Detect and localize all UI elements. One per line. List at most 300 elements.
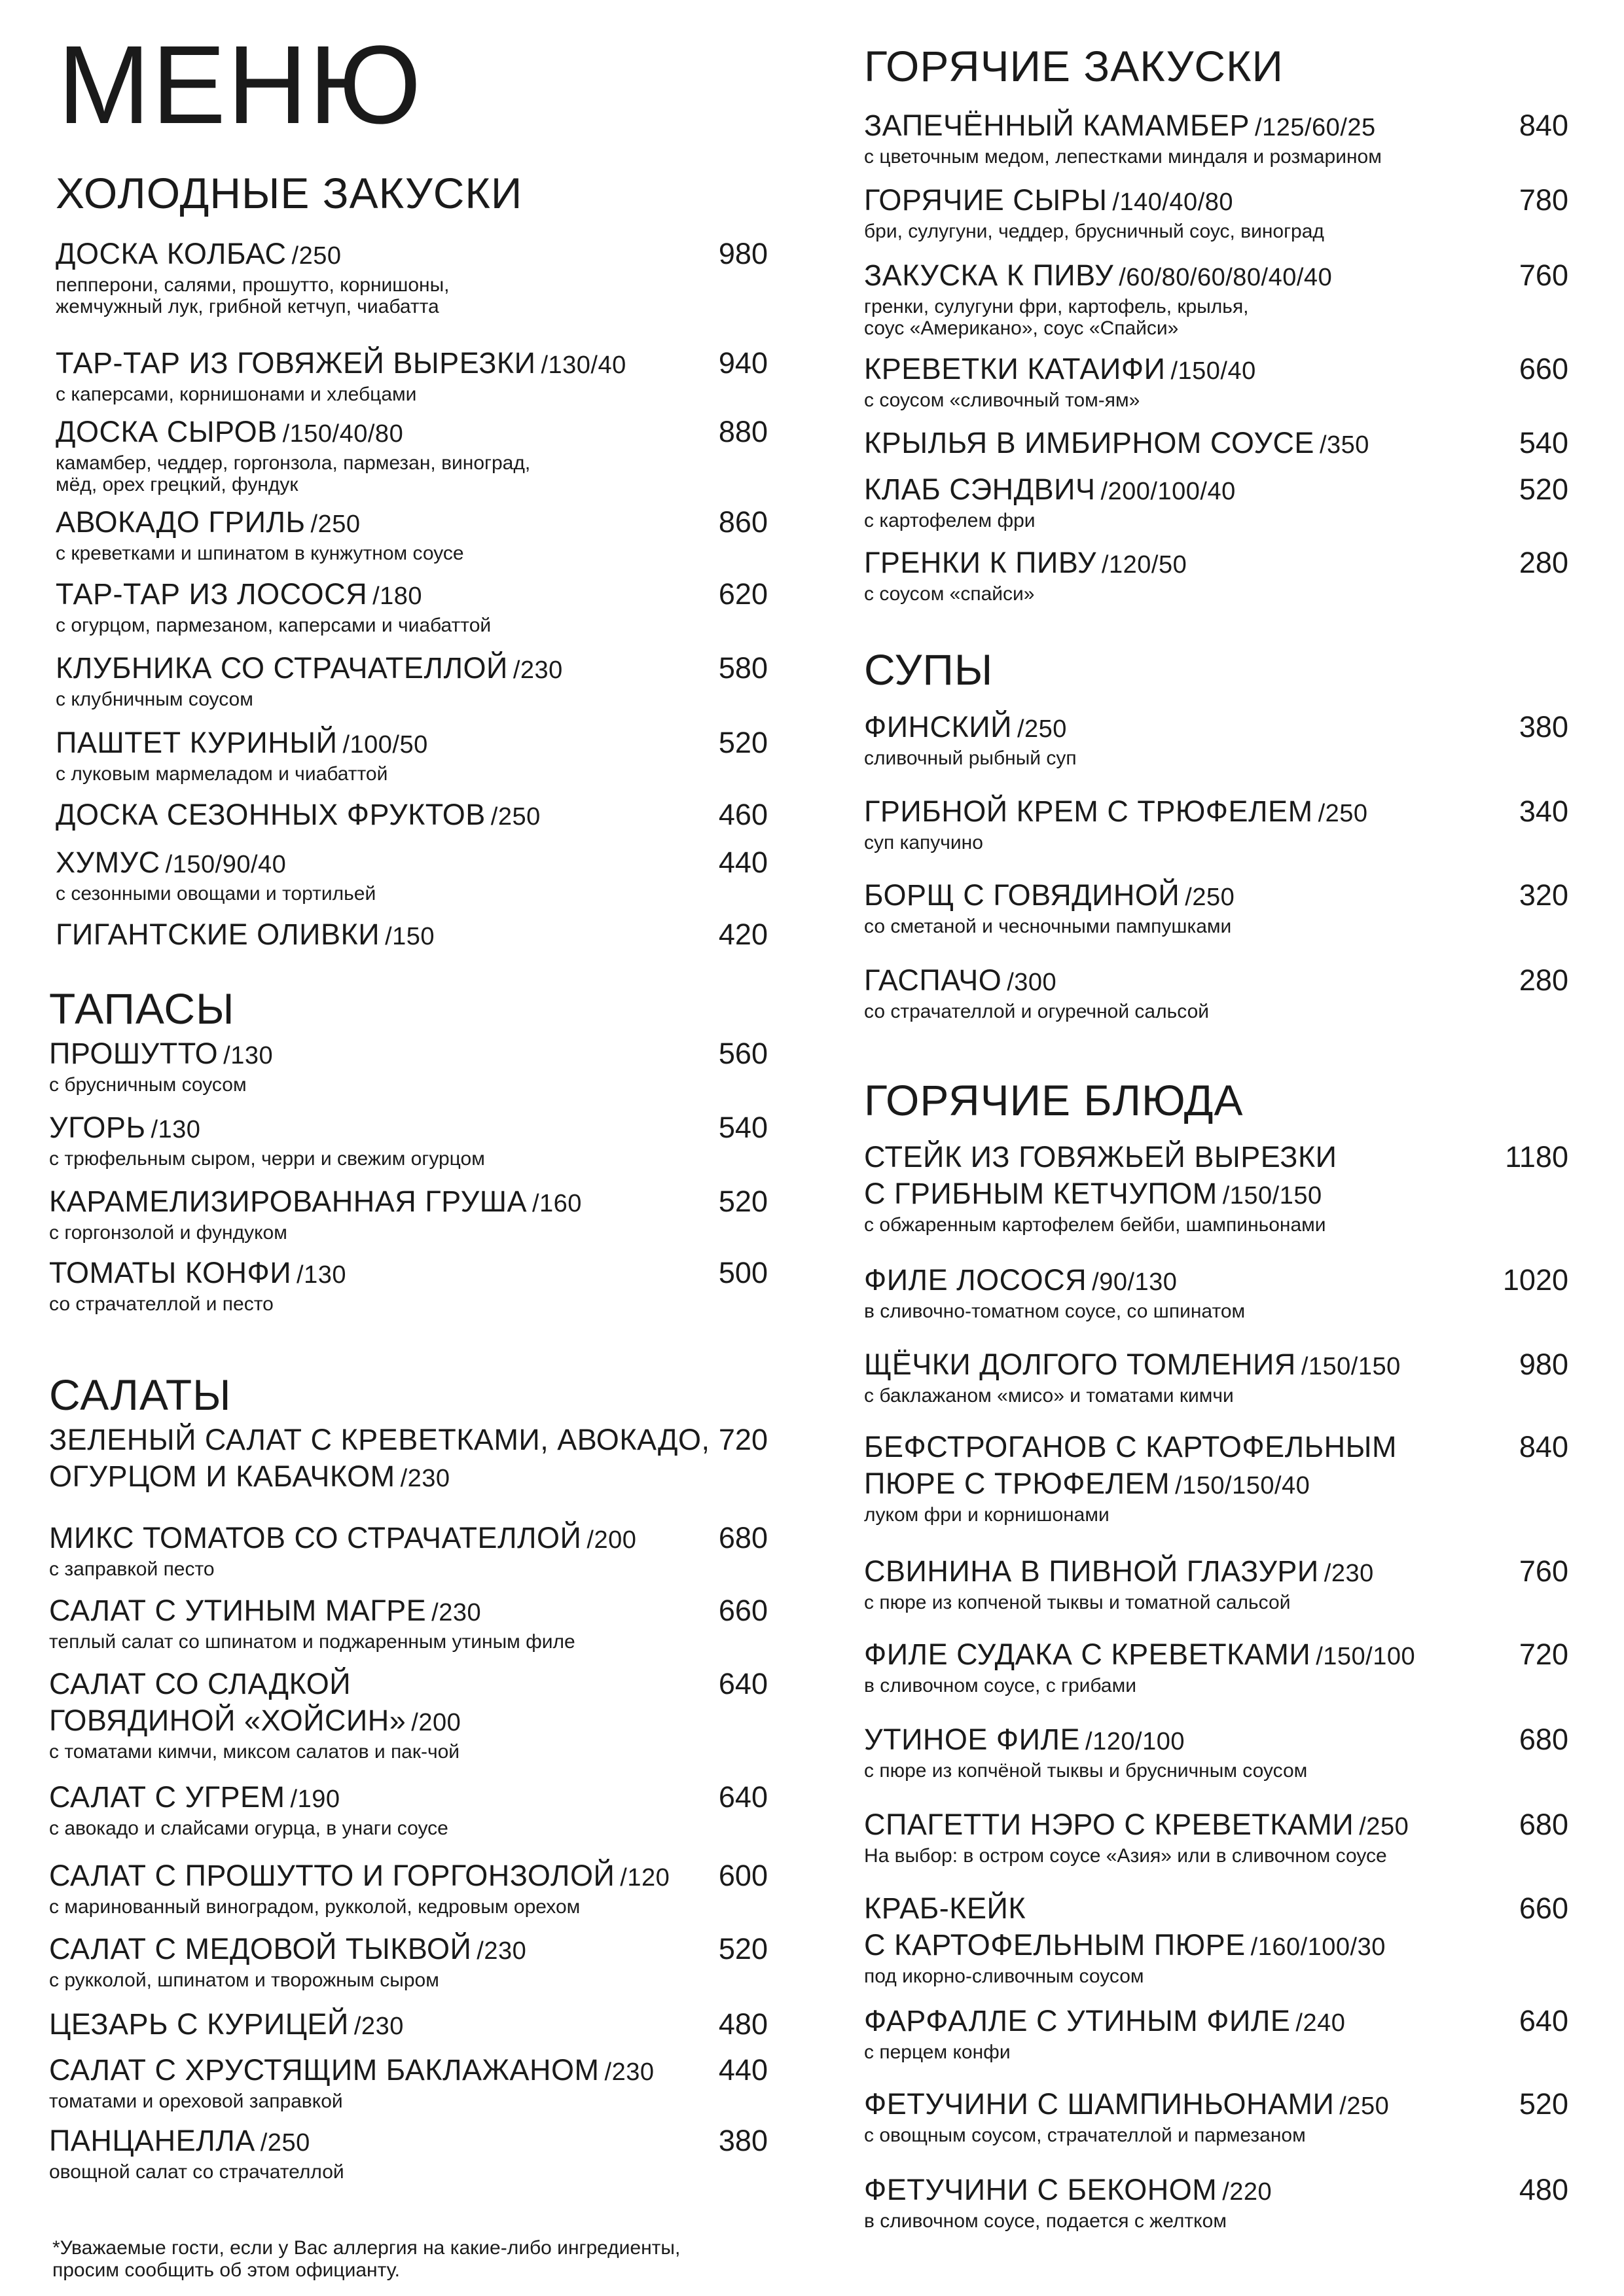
item-weight: /230 [477, 1937, 527, 1965]
item-description: с сезонными овощами и тортильей [56, 883, 376, 905]
item-description: в сливочно-томатном соусе, со шпинатом [864, 1300, 1246, 1322]
item-description: со сметаной и чесночными пампушками [864, 916, 1232, 937]
item-weight: /130 [297, 1261, 347, 1289]
item-weight: /250 [1339, 2092, 1390, 2120]
section-title-tapas: ТАПАСЫ [49, 984, 235, 1033]
item-name-text: КЛУБНИКА СО СТРАЧАТЕЛЛОЙ [56, 651, 508, 685]
item-name-text: ГОРЯЧИЕ СЫРЫ [864, 183, 1108, 217]
item-name-text: СТЕЙК ИЗ ГОВЯЖЬЕЙ ВЫРЕЗКИ [864, 1140, 1337, 1174]
menu-item [864, 962, 1209, 1022]
item-name [56, 844, 376, 883]
item-name [864, 1806, 1409, 1845]
menu-item [49, 1931, 526, 1991]
item-name-text: САЛАТ СО СЛАДКОЙ [49, 1667, 352, 1700]
item-price: 940 [718, 346, 768, 380]
menu-item [56, 650, 563, 710]
item-name [49, 1702, 461, 1741]
menu-item [864, 793, 1368, 853]
menu-item [56, 844, 376, 905]
item-description: теплый салат со шпинатом и поджаренным утиным филе [49, 1631, 575, 1653]
item-description: луком фри и корнишонами [864, 1504, 1110, 1526]
item-name-text: ТАР-ТАР ИЗ ЛОСОСЯ [56, 577, 368, 611]
item-description: с пюре из копчёной тыквы и брусничным соусом [864, 1760, 1308, 1782]
menu-item [49, 1520, 636, 1580]
menu-item [864, 877, 1235, 937]
menu-item [56, 504, 464, 564]
item-name [56, 725, 428, 763]
item-name-text: СВИНИНА В ПИВНОЙ ГЛАЗУРИ [864, 1554, 1319, 1588]
menu-item [864, 2086, 1389, 2146]
item-weight: /150/90/40 [165, 851, 287, 878]
item-name-text: БОРЩ С ГОВЯДИНОЙ [864, 878, 1180, 912]
menu-item [56, 414, 530, 495]
menu-item [864, 1262, 1245, 1322]
item-price: 340 [1519, 795, 1568, 828]
item-name [49, 1779, 448, 1818]
item-description: с баклажаном «мисо» и томатами кимчи [864, 1385, 1234, 1407]
menu-item [864, 1553, 1374, 1613]
item-description: мёд, орех грецкий, фундук [56, 474, 298, 495]
menu-item [56, 797, 541, 835]
item-name [864, 709, 1077, 747]
item-name-text: ФИНСКИЙ [864, 710, 1012, 744]
item-name-text: САЛАТ С УТИНЫМ МАГРЕ [49, 1594, 427, 1627]
item-weight: /230 [1324, 1560, 1374, 1587]
menu-item [56, 576, 491, 636]
item-weight: /250 [1185, 884, 1235, 911]
item-name [864, 351, 1256, 389]
item-weight: /125/60/25 [1255, 114, 1376, 141]
item-weight: /130/40 [541, 351, 626, 379]
item-price: 500 [718, 1256, 768, 1289]
item-name [864, 793, 1368, 832]
item-description: с соусом «сливочный том-ям» [864, 389, 1140, 411]
item-price: 980 [1519, 1348, 1568, 1381]
menu-item [49, 1183, 582, 1244]
item-weight: /130 [151, 1116, 201, 1143]
item-description: с брусничным соусом [49, 1074, 247, 1096]
item-name [864, 962, 1209, 1001]
item-name-text: ТАР-ТАР ИЗ ГОВЯЖЕЙ ВЫРЕЗКИ [56, 346, 536, 380]
item-weight: /120 [620, 1864, 670, 1892]
item-name [56, 236, 450, 274]
item-description: с клубничным соусом [56, 689, 253, 710]
menu-item [56, 916, 435, 955]
item-weight: /230 [400, 1465, 450, 1492]
item-price: 640 [718, 1780, 768, 1814]
item-name-text: ТОМАТЫ КОНФИ [49, 1256, 292, 1289]
item-name-text: ФАРФАЛЛЕ С УТИНЫМ ФИЛЕ [864, 2004, 1291, 2037]
footnote-line: просим сообщить об этом официанту. [52, 2259, 400, 2281]
item-weight: /230 [513, 656, 563, 684]
item-name [864, 545, 1187, 583]
item-name [49, 1183, 582, 1222]
item-price: 680 [1519, 1723, 1568, 1756]
item-description: со страчателлой и огуречной сальсой [864, 1001, 1210, 1022]
item-weight: /180 [372, 583, 423, 610]
item-price: 1180 [1505, 1140, 1568, 1174]
item-description: в сливочном соусе, подается с желтком [864, 2210, 1227, 2232]
item-price: 560 [718, 1037, 768, 1070]
item-name [49, 1592, 575, 1631]
item-name-text: УГОРЬ [49, 1111, 146, 1144]
item-price: 480 [1519, 2173, 1568, 2206]
item-weight: /90/130 [1092, 1268, 1178, 1296]
item-weight: /100/50 [342, 731, 428, 759]
item-name-text: АВОКАДО ГРИЛЬ [56, 505, 306, 539]
item-weight: /150/150 [1301, 1353, 1401, 1380]
menu-title: МЕНЮ [58, 23, 423, 147]
item-name [864, 1890, 1386, 1927]
item-name [49, 2123, 344, 2161]
item-description: под икорно-сливочным соусом [864, 1965, 1144, 1987]
item-name [49, 1931, 526, 1969]
item-name-text: ФЕТУЧИНИ С БЕКОНОМ [864, 2173, 1218, 2206]
item-name [864, 1346, 1401, 1385]
item-description: бри, сулугуни, чеддер, брусничный соус, виноград [864, 221, 1324, 242]
item-name [864, 2003, 1345, 2041]
item-name [864, 1553, 1374, 1592]
item-name [864, 2172, 1272, 2210]
item-weight: /220 [1222, 2178, 1272, 2206]
footnote-line: *Уважаемые гости, если у Вас аллергия на какие-либо ингредиенты, [52, 2237, 681, 2259]
item-weight: /250 [260, 2129, 310, 2157]
item-price: 840 [1519, 109, 1568, 142]
item-price: 980 [718, 237, 768, 270]
item-description: с луковым мармеладом и чиабаттой [56, 763, 388, 785]
menu-item [864, 182, 1324, 242]
item-name [56, 345, 626, 384]
item-price: 520 [718, 1932, 768, 1965]
item-weight: /120/100 [1085, 1728, 1185, 1755]
item-price: 840 [1519, 1430, 1568, 1463]
item-price: 660 [718, 1594, 768, 1627]
item-price: 460 [718, 798, 768, 831]
menu-item [56, 236, 450, 317]
item-name [49, 1109, 485, 1148]
item-name-text: КАРАМЕЛИЗИРОВАННАЯ ГРУША [49, 1185, 527, 1218]
menu-item [49, 1035, 273, 1096]
item-name [864, 1465, 1397, 1504]
item-price: 600 [718, 1859, 768, 1892]
item-description: с горгонзолой и фундуком [49, 1222, 287, 1244]
item-name-text: САЛАТ С УГРЕМ [49, 1780, 285, 1814]
item-name-text: КРАБ-КЕЙК [864, 1892, 1026, 1925]
item-description: со страчателлой и песто [49, 1293, 274, 1315]
item-price: 640 [718, 1667, 768, 1700]
item-name [49, 1666, 461, 1702]
item-name [864, 1721, 1307, 1760]
item-weight: /200 [411, 1709, 461, 1736]
menu-item [864, 257, 1332, 339]
menu-item [49, 1666, 461, 1763]
item-name-text: САЛАТ С МЕДОВОЙ ТЫКВОЙ [49, 1932, 472, 1965]
item-name-text: ГРИБНОЙ КРЕМ С ТРЮФЕЛЕМ [864, 795, 1313, 828]
item-price: 860 [718, 505, 768, 539]
item-name-text: ДОСКА КОЛБАС [56, 237, 287, 270]
item-name-text: ДОСКА СЫРОВ [56, 415, 278, 448]
item-description: с обжаренным картофелем бейби, шампиньонами [864, 1214, 1326, 1236]
item-name-text: ЩЁЧКИ ДОЛГОГО ТОМЛЕНИЯ [864, 1348, 1296, 1381]
item-description: с креветками и шпинатом в кунжутном соусе [56, 543, 464, 564]
menu-item [864, 107, 1382, 168]
menu-item [864, 1806, 1409, 1867]
item-price: 520 [1519, 2087, 1568, 2121]
section-title-salads: САЛАТЫ [49, 1371, 232, 1419]
item-name [864, 471, 1236, 510]
item-weight: /250 [310, 511, 361, 538]
item-name-text: ПРОШУТТО [49, 1037, 219, 1070]
menu-item [864, 1721, 1307, 1782]
menu-item [864, 1636, 1415, 1696]
item-weight: /300 [1007, 969, 1057, 996]
item-weight: /250 [1359, 1813, 1409, 1840]
menu-item [864, 1346, 1401, 1407]
menu-item [49, 1779, 448, 1839]
item-weight: /250 [291, 242, 342, 270]
menu-item [864, 425, 1369, 463]
item-weight: /150/100 [1316, 1643, 1416, 1670]
item-name [56, 504, 464, 543]
section-title-hot-starters: ГОРЯЧИЕ ЗАКУСКИ [864, 42, 1284, 90]
item-name-text: С ГРИБНЫМ КЕТЧУПОМ [864, 1177, 1218, 1210]
item-name [864, 1175, 1337, 1214]
item-description: с заправкой песто [49, 1558, 215, 1580]
item-name-text: БЕФСТРОГАНОВ С КАРТОФЕЛЬНЫМ [864, 1430, 1397, 1463]
item-name [864, 257, 1332, 296]
menu-item [864, 1429, 1397, 1526]
item-name-text: ЗАПЕЧЁННЫЙ КАМАМБЕР [864, 109, 1250, 142]
item-name-text: ЗЕЛЕНЫЙ САЛАТ С КРЕВЕТКАМИ, АВОКАДО, [49, 1423, 710, 1456]
item-price: 480 [718, 2007, 768, 2041]
item-name-text: УТИНОЕ ФИЛЕ [864, 1723, 1081, 1756]
item-name-text: ПАШТЕТ КУРИНЫЙ [56, 726, 338, 759]
item-price: 520 [1519, 473, 1568, 506]
item-weight: /160/100/30 [1250, 1933, 1386, 1961]
item-price: 520 [718, 1185, 768, 1218]
item-weight: /240 [1295, 2009, 1346, 2037]
item-name [49, 1458, 710, 1497]
section-title-cold: ХОЛОДНЫЕ ЗАКУСКИ [56, 169, 523, 217]
item-name-text: КРЕВЕТКИ КАТАИФИ [864, 352, 1166, 386]
item-description: суп капучино [864, 832, 983, 853]
item-name [56, 797, 541, 835]
menu-item [864, 2172, 1272, 2232]
item-price: 380 [1519, 710, 1568, 744]
item-name-text: МИКС ТОМАТОВ СО СТРАЧАТЕЛЛОЙ [49, 1521, 582, 1554]
item-name-text: ДОСКА СЕЗОННЫХ ФРУКТОВ [56, 798, 486, 831]
item-name-text: ФИЛЕ ЛОСОСЯ [864, 1263, 1087, 1297]
item-description: томатами и ореховой заправкой [49, 2090, 343, 2112]
item-name-text: ГОВЯДИНОЙ «ХОЙСИН» [49, 1704, 406, 1737]
menu-item [864, 2003, 1345, 2063]
item-description: гренки, сулугуни фри, картофель, крылья, [864, 296, 1249, 317]
item-weight: /120/50 [1101, 551, 1187, 579]
item-description: с огурцом, пармезаном, каперсами и чиабаттой [56, 615, 492, 636]
item-price: 1020 [1502, 1263, 1568, 1297]
item-name-text: ГРЕНКИ К ПИВУ [864, 546, 1096, 579]
item-name [864, 1636, 1415, 1675]
item-name [864, 182, 1324, 221]
item-price: 780 [1519, 183, 1568, 217]
item-name [56, 916, 435, 955]
item-name-text: ГАСПАЧО [864, 963, 1002, 997]
item-description: с трюфельным сыром, черри и свежим огурцом [49, 1148, 485, 1170]
menu-item [864, 351, 1256, 411]
item-name-text: ЗАКУСКА К ПИВУ [864, 259, 1114, 292]
item-name [56, 576, 491, 615]
menu-item [49, 1109, 485, 1170]
item-name [864, 2086, 1389, 2125]
menu-item [864, 545, 1187, 605]
item-name-text: ЦЕЗАРЬ С КУРИЦЕЙ [49, 2007, 349, 2041]
item-weight: /150/150 [1222, 1182, 1322, 1210]
item-description: с пюре из копченой тыквы и томатной сальсой [864, 1592, 1291, 1613]
item-weight: /230 [353, 2013, 404, 2040]
item-price: 420 [718, 918, 768, 951]
item-price: 880 [718, 415, 768, 448]
item-name [49, 2052, 655, 2090]
item-description: в сливочном соусе, с грибами [864, 1675, 1136, 1696]
item-name [49, 1035, 273, 1074]
item-name-text: ХУМУС [56, 846, 160, 879]
menu-item [56, 725, 428, 785]
allergy-footnote [52, 2237, 680, 2282]
item-weight: /230 [604, 2058, 655, 2086]
menu-item [49, 2052, 655, 2112]
item-name-text: САЛАТ С ХРУСТЯЩИМ БАКЛАЖАНОМ [49, 2053, 600, 2087]
menu-item [49, 2006, 404, 2045]
item-name-text: СПАГЕТТИ НЭРО С КРЕВЕТКАМИ [864, 1808, 1354, 1841]
item-weight: /250 [1318, 800, 1368, 827]
item-description: жемчужный лук, грибной кетчуп, чиабатта [56, 296, 439, 317]
item-price: 760 [1519, 1554, 1568, 1588]
item-name [864, 1262, 1245, 1300]
item-price: 620 [718, 577, 768, 611]
item-price: 720 [1519, 1638, 1568, 1671]
item-name-text: ГИГАНТСКИЕ ОЛИВКИ [56, 918, 380, 951]
menu-item [864, 1139, 1337, 1236]
item-price: 680 [1519, 1808, 1568, 1841]
menu-item [49, 1592, 575, 1653]
item-name [864, 425, 1369, 463]
item-weight: /250 [490, 803, 541, 831]
item-price: 660 [1519, 352, 1568, 386]
item-weight: /150 [385, 923, 435, 950]
item-description: с авокадо и слайсами огурца, в унаги соусе [49, 1818, 448, 1839]
item-description: с томатами кимчи, миксом салатов и пак-чой [49, 1741, 460, 1763]
item-weight: /250 [1017, 715, 1067, 743]
item-weight: /60/80/60/80/40/40 [1119, 264, 1333, 291]
item-description: с соусом «спайси» [864, 583, 1035, 605]
item-name-text: ФЕТУЧИНИ С ШАМПИНЬОНАМИ [864, 2087, 1335, 2121]
item-description: камамбер, чеддер, горгонзола, пармезан, виноград, [56, 452, 531, 474]
section-title-hot-dishes: ГОРЯЧИЕ БЛЮДА [864, 1076, 1244, 1124]
item-description: сливочный рыбный суп [864, 747, 1077, 769]
item-name [864, 1927, 1386, 1965]
item-description: На выбор: в остром соусе «Азия» или в сливочном соусе [864, 1845, 1387, 1867]
item-name-text: ФИЛЕ СУДАКА С КРЕВЕТКАМИ [864, 1638, 1311, 1671]
item-price: 540 [718, 1111, 768, 1144]
item-description: с перцем конфи [864, 2041, 1011, 2063]
menu-item [56, 345, 626, 405]
item-price: 280 [1519, 546, 1568, 579]
item-price: 640 [1519, 2004, 1568, 2037]
item-weight: /150/40 [1170, 357, 1256, 385]
item-name [49, 1422, 710, 1458]
item-weight: /150/40/80 [282, 420, 404, 448]
item-name-text: ПЮРЕ С ТРЮФЕЛЕМ [864, 1467, 1170, 1500]
item-weight: /160 [532, 1190, 582, 1217]
item-description: пепперони, салями, прошутто, корнишоны, [56, 274, 450, 296]
menu-item [49, 1255, 346, 1315]
item-description: с каперсами, корнишонами и хлебцами [56, 384, 417, 405]
item-price: 540 [1519, 426, 1568, 459]
item-price: 760 [1519, 259, 1568, 292]
item-description: с маринованный виноградом, рукколой, кедровым орехом [49, 1896, 581, 1918]
item-name-text: ОГУРЦОМ И КАБАЧКОМ [49, 1460, 395, 1493]
item-name [56, 414, 530, 452]
menu-item [49, 2123, 344, 2183]
item-weight: /200/100/40 [1100, 478, 1236, 505]
item-name [49, 1857, 670, 1896]
item-price: 440 [718, 846, 768, 879]
item-name [49, 1520, 636, 1558]
menu-item [864, 471, 1236, 531]
menu-item [864, 1890, 1386, 1987]
item-price: 380 [718, 2124, 768, 2157]
item-name [864, 1429, 1397, 1465]
menu-item [49, 1422, 710, 1497]
item-weight: /350 [1319, 431, 1369, 459]
item-description: соус «Американо», соус «Спайси» [864, 317, 1179, 339]
menu-item [49, 1857, 670, 1918]
item-weight: /130 [223, 1042, 274, 1069]
item-price: 720 [718, 1423, 768, 1456]
item-price: 440 [718, 2053, 768, 2087]
item-name [864, 877, 1235, 916]
item-weight: /140/40/80 [1112, 188, 1234, 216]
item-name [864, 107, 1382, 146]
item-description: с картофелем фри [864, 510, 1036, 531]
item-description: с рукколой, шпинатом и творожным сыром [49, 1969, 439, 1991]
item-price: 660 [1519, 1892, 1568, 1925]
item-description: с цветочным медом, лепестками миндаля и розмарином [864, 146, 1382, 168]
item-price: 280 [1519, 963, 1568, 997]
item-name [56, 650, 563, 689]
menu-item [864, 709, 1077, 769]
item-weight: /150/150/40 [1175, 1472, 1310, 1499]
item-name-text: КРЫЛЬЯ В ИМБИРНОМ СОУСЕ [864, 426, 1314, 459]
item-price: 520 [718, 726, 768, 759]
item-price: 680 [718, 1521, 768, 1554]
item-name-text: САЛАТ С ПРОШУТТО И ГОРГОНЗОЛОЙ [49, 1859, 615, 1892]
item-name [49, 1255, 346, 1293]
item-name-text: С КАРТОФЕЛЬНЫМ ПЮРЕ [864, 1928, 1246, 1962]
item-weight: /190 [290, 1785, 340, 1813]
item-name-text: КЛАБ СЭНДВИЧ [864, 473, 1096, 506]
item-price: 580 [718, 651, 768, 685]
item-name-text: ПАНЦАНЕЛЛА [49, 2124, 255, 2157]
item-price: 320 [1519, 878, 1568, 912]
item-name [49, 2006, 404, 2045]
item-description: овощной салат со страчателлой [49, 2161, 344, 2183]
section-title-soups: СУПЫ [864, 645, 994, 694]
item-name [864, 1139, 1337, 1175]
item-weight: /200 [586, 1526, 637, 1554]
item-weight: /230 [431, 1599, 482, 1626]
item-description: с овощным соусом, страчателлой и пармезаном [864, 2125, 1306, 2146]
